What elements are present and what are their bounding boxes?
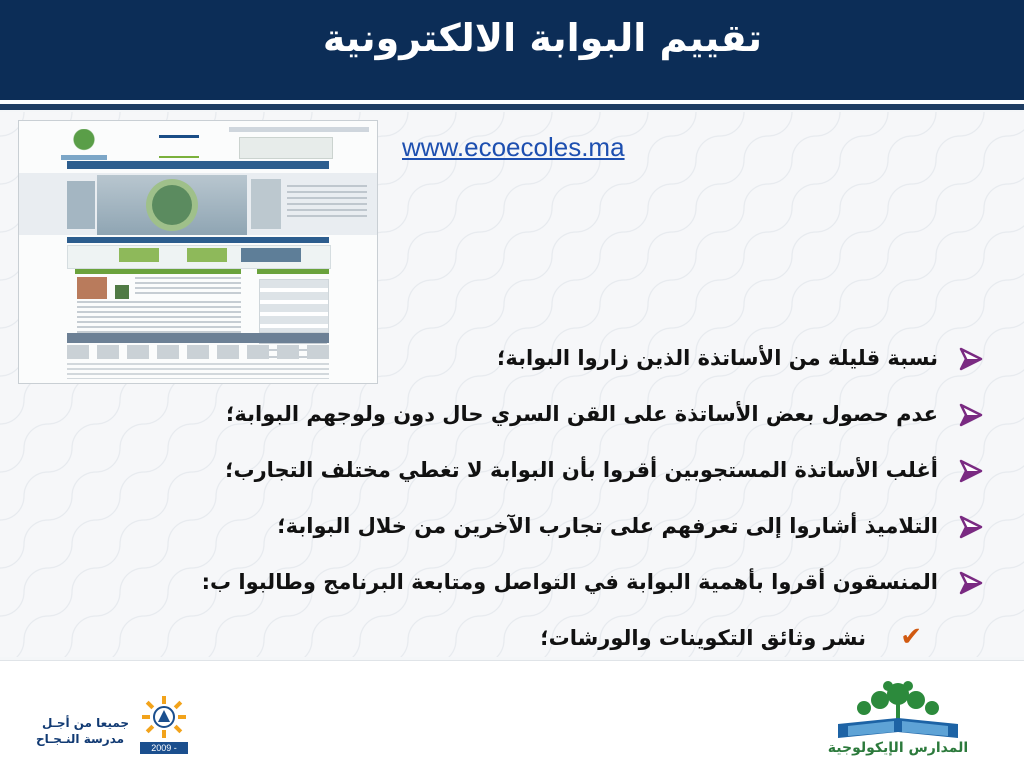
- arrow-bullet-icon: [958, 570, 984, 596]
- header-bar: [0, 0, 1024, 100]
- thumbnail-topbar: [229, 127, 369, 132]
- thumbnail-button: [119, 248, 159, 262]
- thumbnail-side-image: [67, 181, 95, 229]
- bullet-item: [84, 554, 984, 610]
- footer-slogan-line1: جميعا من أجـل: [42, 716, 130, 730]
- portal-url-link[interactable]: www.ecoecoles.ma: [402, 132, 625, 162]
- bullet-text: المنسقون أقروا بأهمية البوابة في التواصل ومتابعة البرنامج وطالبوا ب:: [201, 570, 938, 594]
- slide-title: تقييم البوابة الالكترونية: [322, 16, 762, 60]
- header-divider-dark: [0, 104, 1024, 110]
- arrow-bullet-icon: [958, 458, 984, 484]
- footer-divider: [0, 660, 1024, 661]
- bullet-list: [84, 330, 984, 666]
- sub-bullet-item: [84, 610, 984, 666]
- thumbnail-text-block: [287, 185, 367, 221]
- arrow-bullet-icon: [958, 346, 984, 372]
- bullet-item: [84, 498, 984, 554]
- thumbnail-section-bar: [257, 269, 329, 274]
- bullet-item: [84, 442, 984, 498]
- arrow-bullet-icon: [958, 402, 984, 428]
- thumbnail-slideshow: [97, 175, 247, 235]
- thumbnail-campaign-logo: [159, 135, 199, 158]
- bullet-item: [84, 330, 984, 386]
- thumbnail-logo-caption: [61, 155, 107, 160]
- bullet-text: أغلب الأساتذة المستجوبين أقروا بأن البوابة لا تغطي مختلف التجارب؛: [225, 458, 938, 482]
- arrow-bullet-icon: [958, 514, 984, 540]
- sub-bullet-text: نشر وثائق التكوينات والورشات؛: [540, 626, 866, 650]
- bullet-item: [84, 386, 984, 442]
- thumbnail-side-image: [251, 179, 281, 229]
- checkmark-icon: ✔: [900, 622, 922, 652]
- bullet-text: عدم حصول بعض الأساتذة على القن السري حال دون ولوجهم البوابة؛: [226, 402, 938, 426]
- footer-years-badge: 2009 - 2012: [140, 742, 188, 754]
- thumbnail-text-row: [77, 301, 241, 319]
- thumbnail-navbar: [67, 161, 329, 169]
- footer-slogan-line2: مدرسة النـجـاح: [36, 732, 125, 746]
- thumbnail-news-strip: [67, 237, 329, 243]
- thumbnail-photo: [77, 277, 107, 299]
- thumbnail-badge: [239, 137, 333, 159]
- thumbnail-counter: [241, 248, 301, 262]
- eco-schools-logo-text: المدارس الإيكولوجية: [827, 740, 969, 756]
- bullet-text: نسبة قليلة من الأساتذة الذين زاروا البوابة؛: [497, 346, 938, 370]
- thumbnail-button: [187, 248, 227, 262]
- thumbnail-logo: [67, 129, 101, 155]
- thumbnail-photo: [115, 285, 129, 299]
- school-success-emblem-icon: [140, 694, 188, 740]
- thumbnail-text-row: [135, 277, 241, 295]
- thumbnail-section-bar: [75, 269, 241, 274]
- bullet-text: التلاميذ أشاروا إلى تعرفهم على تجارب الآخرين من خلال البوابة؛: [277, 514, 938, 538]
- thumbnail-login-form: [259, 279, 329, 333]
